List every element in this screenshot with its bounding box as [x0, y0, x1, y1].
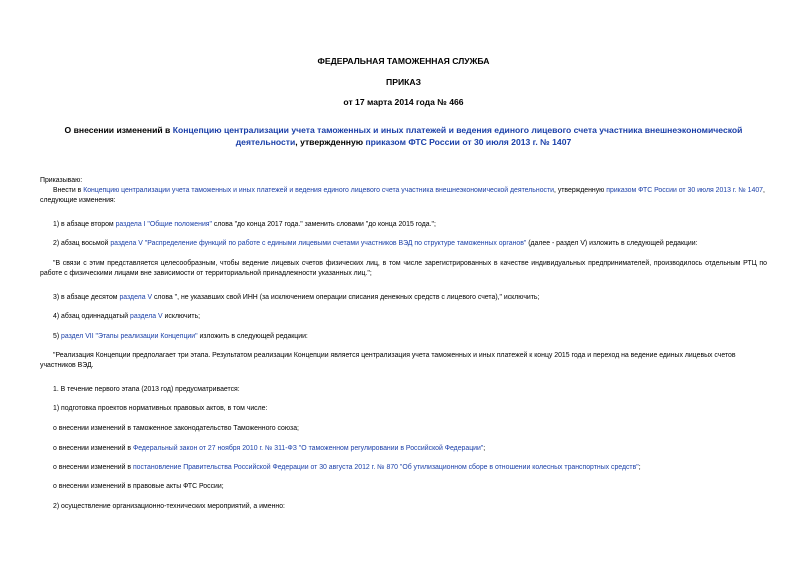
concept-link[interactable]: Концепцию централизации учета таможенных и иных платежей и ведения единого лицевого счета участника внешнеэкономической деятельности	[83, 187, 554, 194]
paragraph-text: 4) абзац одиннадцатый	[53, 313, 131, 320]
title-prefix: О внесении изменений в	[64, 125, 173, 135]
paragraph-text: ;	[483, 445, 486, 452]
section-5-link[interactable]: раздела V	[130, 313, 163, 320]
title-concept-link[interactable]: Концепцию централизации учета таможенных и иных платежей и ведения единого лицевого счета участника внешнеэкономической деятельности	[172, 125, 743, 147]
paragraph-customs-union: о внесении изменений в таможенное законодательство Таможенного союза;	[53, 425, 299, 432]
document-date-heading: от 17 марта 2014 года № 466	[343, 97, 464, 107]
paragraph-text: ;	[638, 464, 641, 471]
paragraph-text: Внести в	[53, 187, 84, 194]
paragraph-text: , утвержденную	[553, 187, 607, 194]
federal-law-311-link[interactable]: Федеральный закон от 27 ноября 2010 г. № 311-ФЗ "О таможенном регулировании в Российской Федерации"	[132, 445, 484, 452]
paragraph-item-2	[40, 239, 767, 249]
paragraph-text: 2) абзац восьмой	[53, 240, 111, 247]
paragraph-text: слова "до конца 2017 года." заменить словами "до конца 2015 года.";	[211, 221, 436, 228]
organization-heading: ФЕДЕРАЛЬНАЯ ТАМОЖЕННАЯ СЛУЖБА	[317, 56, 490, 66]
resolution-870-link[interactable]: постановление Правительства Российской Федерации от 30 августа 2012 г. № 870 "Об утилизационном сборе в отношении колесных транспортных средств"	[132, 464, 639, 471]
paragraph-fcs-acts: о внесении изменений в правовые акты ФТС России;	[53, 483, 224, 490]
paragraph-text: (далее - раздел V) изложить в следующей редакции:	[526, 240, 698, 247]
paragraph-intro	[40, 186, 767, 206]
paragraph-text: 5)	[53, 333, 62, 340]
paragraph-text: 3) в абзаце десятом	[53, 294, 120, 301]
paragraph-item-4	[40, 312, 767, 322]
section-7-link[interactable]: раздел VII "Этапы реализации Концепции"	[61, 333, 198, 340]
title-middle: , утвержденную	[295, 137, 366, 147]
paragraph-section-5-text: "В связи с этим представляется целесообразным, чтобы ведение лицевых счетов физических лиц, в том числе зарегистрированных в качестве индивидуальных предпринимателей, производилось отдельным РТЦ по работе с физическими лицами вне зависимости от территориальной принадлежности указанных лиц.";	[40, 260, 767, 277]
paragraph-government-resolution	[40, 463, 767, 473]
paragraph-item-1	[40, 220, 767, 230]
paragraph-concept-stages: "Реализация Концепции предполагает три этапа. Результатом реализации Концепции является централизация учета таможенных и иных платежей к концу 2015 года и переход на ведение единых лицевых счетов участников ВЭД.	[40, 352, 736, 369]
paragraph-first-stage: 1. В течение первого этапа (2013 год) предусматривается:	[53, 386, 240, 393]
paragraph-text: о внесении изменений в	[53, 445, 133, 452]
document-type-heading: ПРИКАЗ	[386, 77, 421, 87]
order-1407-link[interactable]: приказом ФТС России от 30 июля 2013 г. № 1407	[606, 187, 763, 194]
paragraph-text: изложить в следующей редакции:	[197, 333, 308, 340]
section-5-link[interactable]: раздела V	[119, 294, 153, 301]
paragraph-text: , следующие изменения:	[40, 187, 765, 204]
paragraph-technical-measures: 2) осуществление организационно-технических мероприятий, а именно:	[53, 503, 285, 510]
paragraph-item-3	[40, 293, 767, 303]
order-word: Приказываю:	[40, 177, 83, 184]
paragraph-federal-law	[40, 444, 767, 454]
paragraph-text: слова ", не указавших свой ИНН (за исключением операции списания денежных средств с лицевого счета)," исключить;	[152, 294, 540, 301]
paragraph-text: о внесении изменений в	[53, 464, 133, 471]
paragraph-text: 1) в абзаце втором	[53, 221, 116, 228]
section-1-link[interactable]: раздела I "Общие положения"	[115, 221, 212, 228]
section-5-link[interactable]: раздела V "Распределение функций по работе с едиными лицевыми счетами участников ВЭД по структуре таможенных органов"	[110, 240, 527, 247]
document-title	[60, 124, 747, 148]
paragraph-text: исключить;	[162, 313, 201, 320]
title-order-link[interactable]: приказом ФТС России от 30 июля 2013 г. № 1407	[365, 137, 572, 147]
paragraph-drafts: 1) подготовка проектов нормативных правовых актов, в том числе:	[53, 405, 268, 412]
paragraph-item-5	[40, 332, 767, 342]
